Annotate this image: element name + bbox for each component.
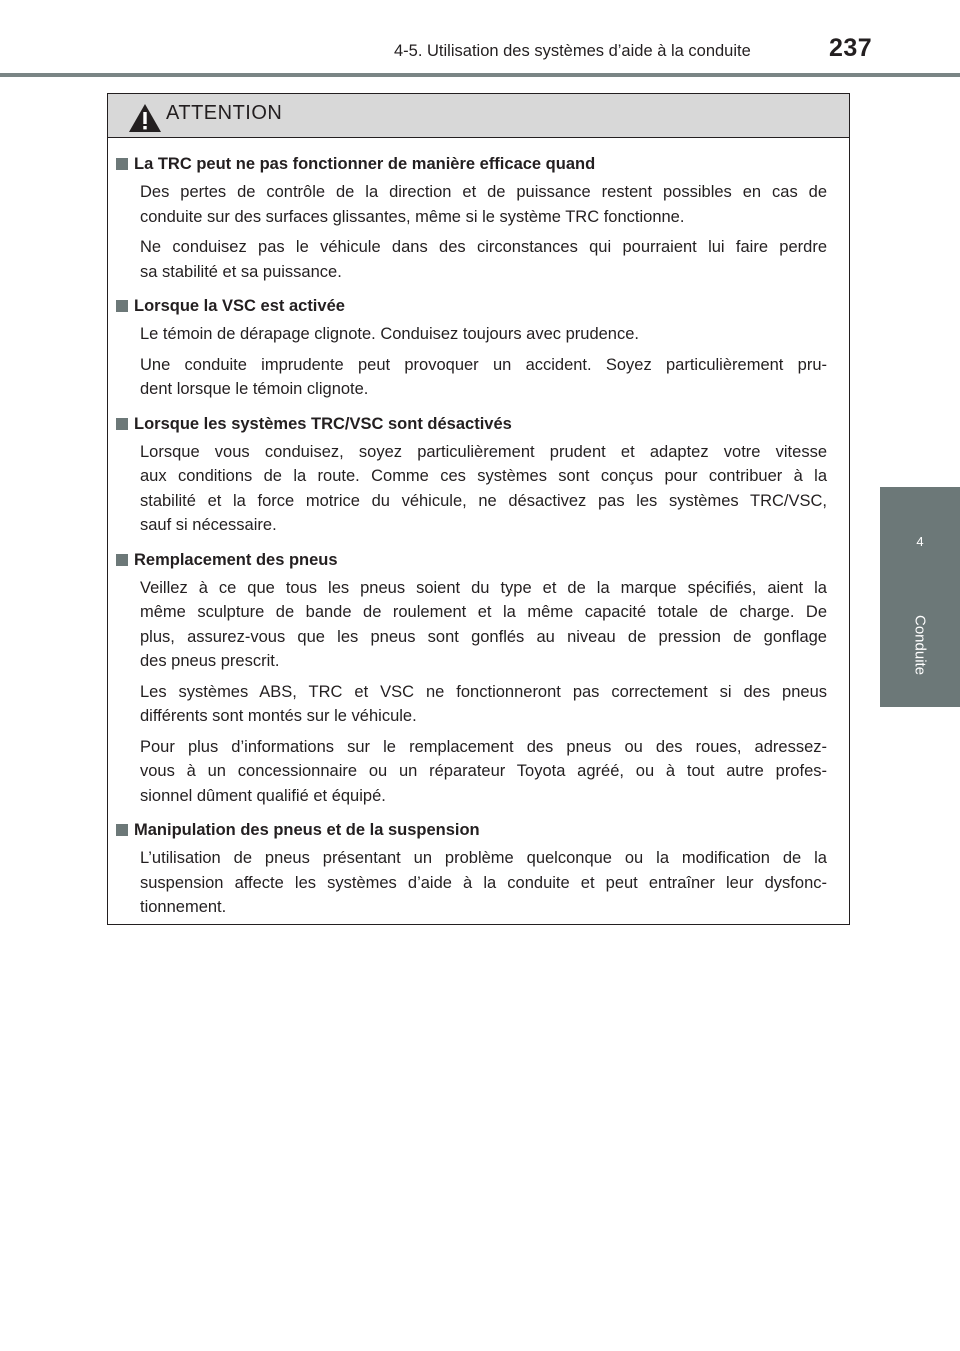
paragraph xyxy=(140,846,827,920)
warning-section xyxy=(116,548,827,809)
warning-section xyxy=(116,294,827,402)
text-line: stabilité et la force motrice du véhicule, ne désactivez pas les systèmes TRC/VSC, xyxy=(140,491,827,510)
text-line: Lorsque vous conduisez, soyez particulièrement prudent et adaptez votre vitesse xyxy=(140,442,827,461)
text-line: Le témoin de dérapage clignote. Conduisez toujours avec prudence. xyxy=(140,325,639,343)
section-heading-text: Manipulation des pneus et de la suspension xyxy=(134,821,480,839)
paragraph xyxy=(140,322,827,347)
square-bullet-icon xyxy=(116,824,128,836)
warning-box xyxy=(107,93,850,925)
warning-section xyxy=(116,412,827,538)
text-line: Des pertes de contrôle de la direction et de puissance restent possibles en cas de xyxy=(140,183,827,201)
text-line: Les systèmes ABS, TRC et VSC ne fonctionneront pas correctement si des pneus xyxy=(140,682,827,701)
text-line: plus, assurez-vous que les pneus sont gonflés au niveau de pression de gonflage xyxy=(140,627,827,646)
paragraph xyxy=(140,680,827,729)
text-line: différents sont montés sur le véhicule. xyxy=(140,707,417,725)
text-line: conduite sur des surfaces glissantes, même si le système TRC fonctionne. xyxy=(140,207,685,226)
section-heading xyxy=(116,294,827,318)
section-heading-text: La TRC peut ne pas fonctionner de manière efficace quand xyxy=(134,155,596,173)
square-bullet-icon xyxy=(116,158,128,170)
square-bullet-icon xyxy=(116,300,128,312)
text-line: suspension affecte les systèmes d’aide à la conduite et peut entraîner leur dysfonc- xyxy=(140,873,827,892)
section-heading-text: Remplacement des pneus xyxy=(134,550,338,569)
chapter-label: Conduite xyxy=(911,614,929,676)
paragraph xyxy=(140,235,827,284)
warning-label: ATTENTION xyxy=(166,102,283,124)
text-line: Veillez à ce que tous les pneus soient du type et de la marque spécifiés, aient la xyxy=(140,578,827,597)
header-rule xyxy=(0,73,960,77)
section-title: 4-5. Utilisation des systèmes d’aide à la conduite xyxy=(394,42,751,60)
text-line: Pour plus d’informations sur le remplacement des pneus ou des roues, adressez- xyxy=(140,737,827,756)
section-heading xyxy=(116,818,827,842)
section-heading-text: Lorsque la VSC est activée xyxy=(134,297,345,315)
warning-section xyxy=(116,152,827,284)
paragraph xyxy=(140,576,827,674)
paragraph xyxy=(140,440,827,538)
chapter-number: 4 xyxy=(916,534,924,549)
warning-body xyxy=(108,138,849,920)
page-header xyxy=(0,0,960,78)
text-line: sa stabilité et sa puissance. xyxy=(140,262,342,281)
paragraph xyxy=(140,180,827,229)
text-line: L’utilisation de pneus présentant un problème quelconque ou la modification de la xyxy=(140,849,827,867)
text-line: dent lorsque le témoin clignote. xyxy=(140,380,369,398)
section-heading xyxy=(116,412,827,436)
text-line: sauf si nécessaire. xyxy=(140,516,277,534)
square-bullet-icon xyxy=(116,554,128,566)
section-heading-text: Lorsque les systèmes TRC/VSC sont désactivés xyxy=(134,414,512,433)
text-line: tionnement. xyxy=(140,898,227,916)
paragraph xyxy=(140,735,827,809)
warning-header xyxy=(108,94,849,138)
text-line: des pneus prescrit. xyxy=(140,652,280,670)
text-line: Ne conduisez pas le véhicule dans des circonstances qui pourraient lui faire perdre xyxy=(140,238,827,256)
section-heading xyxy=(116,152,827,176)
text-line: sionnel dûment qualifié et équipé. xyxy=(140,786,386,805)
text-line: aux conditions de la route. Comme ces systèmes sont conçus pour contribuer à la xyxy=(140,467,827,485)
chapter-tab xyxy=(880,487,960,707)
text-line: vous à un concessionnaire ou un réparateur Toyota agréé, ou à tout autre profes- xyxy=(140,762,827,780)
text-line: Une conduite imprudente peut provoquer un accident. Soyez particulièrement pru- xyxy=(140,355,827,374)
paragraph xyxy=(140,353,827,402)
section-heading xyxy=(116,548,827,572)
page-number: 237 xyxy=(829,34,873,62)
warning-section xyxy=(116,818,827,920)
text-line: même sculpture de bande de roulement et la même capacité totale de charge. De xyxy=(140,603,827,621)
warning-triangle-icon xyxy=(128,103,162,133)
square-bullet-icon xyxy=(116,418,128,430)
